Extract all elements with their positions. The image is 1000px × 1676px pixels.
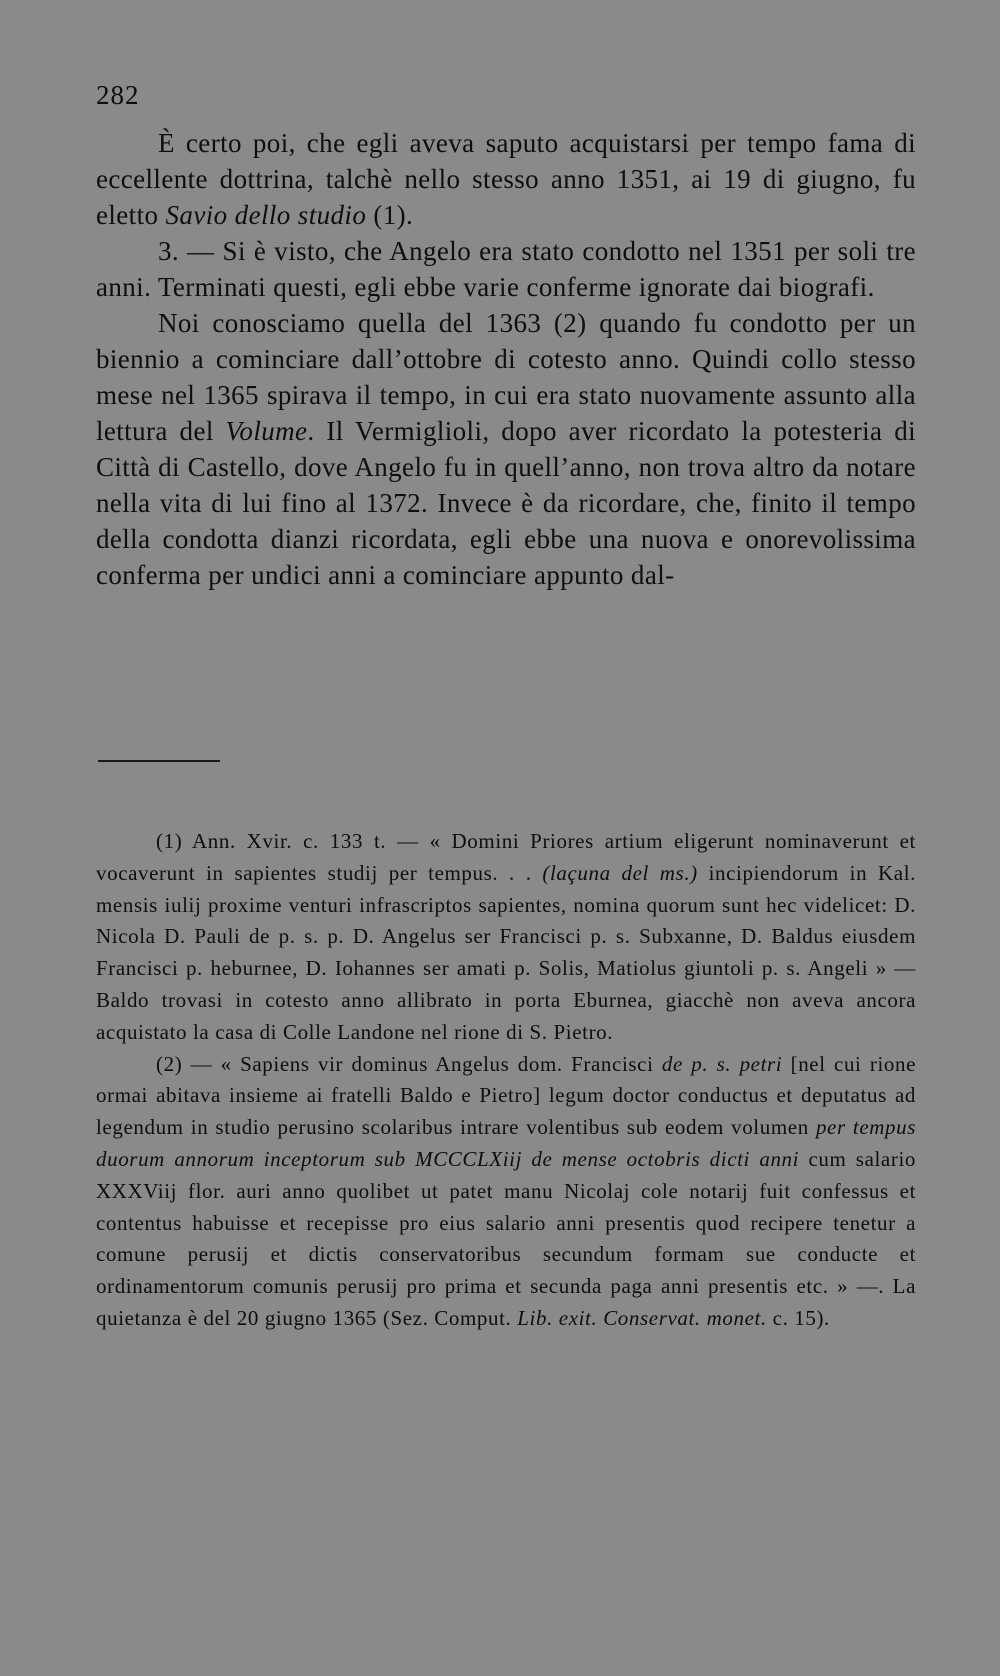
main-text (96, 125, 916, 593)
footnote-divider (98, 760, 220, 762)
paragraph-1: È certo poi, che egli aveva saputo acquistarsi per tempo fama di eccellente dottrina, talchè nello stesso anno 1351, ai 19 di giugno, fu eletto Savio dello studio (1). (96, 128, 916, 230)
paragraph-2: 3. — Si è visto, che Angelo era stato condotto nel 1351 per soli tre anni. Terminati questi, egli ebbe varie conferme ignorate dai biografi. (96, 236, 916, 302)
footnote-2: (2) — « Sapiens vir dominus Angelus dom. Francisci de p. s. petri [nel cui rione ormai abitava insieme ai fratelli Baldo e Pietro] legum doctor conductus et deputatus ad legendum in studio perusino scolaribus intrare volentibus sub eodem volumen per tempus duorum annorum inceptorum sub MCCCLXiij de mense octobris dicti anni cum salario XXXViij flor. auri anno quolibet ut patet manu Nicolaj cole notarij fuit confessus et contentus habuisse et recepisse pro eius salario anni presentis quod recipere tenetur a comune perusij et dictis conservatoribus secundum formam sue conducte et ordinamentorum comunis perusij pro prima et secunda paga anni presentis etc. » —. La quietanza è del 20 giugno 1365 (Sez. Comput. Lib. exit. Conservat. monet. c. 15). (96, 1051, 917, 1330)
footnote-1: (1) Ann. Xvir. c. 133 t. — « Domini Priores artium eligerunt nominaverunt et vocaverunt in sapientes studij per tempus. . . (laçuna del ms.) incipiendorum in Kal. mensis iulij proxime venturi infrascriptos sapientes, nomina quorum sunt hec videlicet: D. Nicola D. Pauli de p. s. p. D. Angelus ser Francisci p. s. Subxanne, D. Baldus eiusdem Francisci p. heburnee, D. Iohannes ser amati p. Solis, Matiolus giuntoli p. s. Angeli » — Baldo trovasi in cotesto anno allibrato in porta Eburnea, giacchè non aveva ancora acquistato la casa di Colle Landone nel rione di S. Pietro. (96, 829, 916, 1044)
page-number: 282 (96, 80, 140, 110)
paragraph-3: Noi conosciamo quella del 1363 (2) quando fu condotto per un biennio a cominciare dall’ottobre di cotesto anno. Quindi collo stesso mese nel 1365 spirava il tempo, in cui era stato nuovamente assunto alla lettura del Volume. Il Vermiglioli, dopo aver ricordato la potesteria di Città di Castello, dove Angelo fu in quell’anno, non trova altro da notare nella vita di lui fino al 1372. Invece è da ricordare, che, finito il tempo della condotta dianzi ricordata, egli ebbe una nuova e onorevolissima conferma per undici anni a cominciare appunto dal- (96, 308, 916, 590)
footnotes (96, 826, 916, 1335)
